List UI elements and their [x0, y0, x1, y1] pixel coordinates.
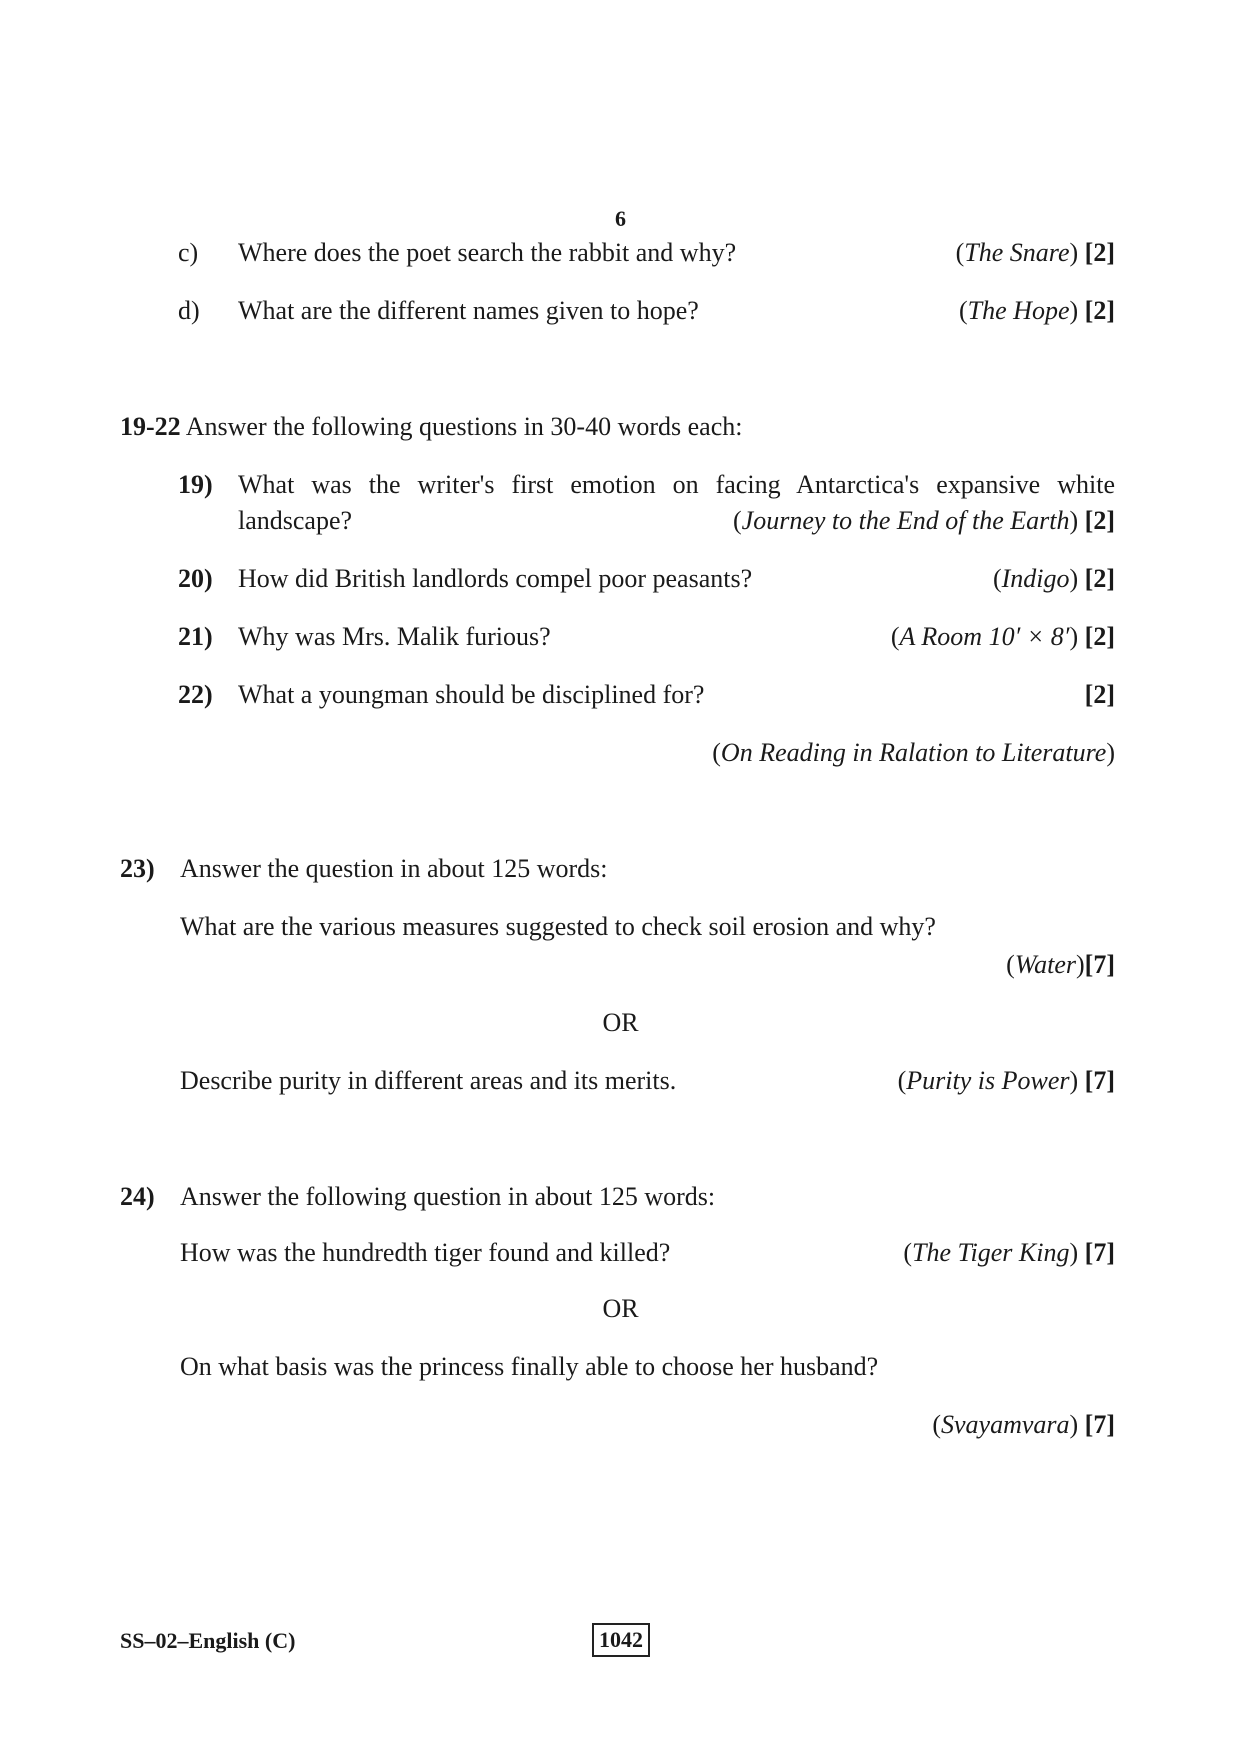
question-number-21: 21): [178, 622, 213, 651]
source-ref-24a: (The Tiger King) [7]: [903, 1238, 1115, 1267]
question-21: Why was Mrs. Malik furious?: [238, 622, 551, 651]
question-24-instruction: Answer the following question in about 125 words:: [180, 1182, 716, 1211]
question-number-19: 19): [178, 470, 213, 499]
source-title: The Tiger King: [912, 1238, 1070, 1267]
question-d: What are the different names given to hope?: [238, 296, 699, 325]
marks: [2]: [1084, 238, 1115, 267]
section-heading-19-22: [120, 414, 743, 440]
section-instruction: Answer the following questions in 30-40 words each:: [185, 412, 743, 441]
question-19-line2: landscape?: [238, 506, 353, 535]
source-title: Journey to the End of the Earth: [741, 506, 1070, 535]
question-19-line1: What was the writer's first emotion on facing Antarctica's expansive white: [238, 470, 1115, 499]
page-number: 6: [615, 206, 626, 231]
marks: [7]: [1084, 950, 1115, 979]
source-ref-24b: (Svayamvara) [7]: [932, 1410, 1115, 1439]
paper-code: SS–02–English (C): [120, 1628, 296, 1653]
page-code-box: 1042: [592, 1623, 650, 1657]
source-title: Svayamvara: [940, 1410, 1070, 1439]
source-title: The Snare: [964, 238, 1070, 267]
question-23-instruction: Answer the question in about 125 words:: [180, 854, 608, 883]
marks: [7]: [1084, 1410, 1115, 1439]
source-ref-21: (A Room 10′ × 8′) [2]: [890, 622, 1115, 651]
marks: [2]: [1084, 296, 1115, 325]
marks-22: [2]: [1084, 680, 1115, 709]
marks: [7]: [1084, 1066, 1115, 1095]
question-number-22: 22): [178, 680, 213, 709]
item-label-c: c): [178, 238, 199, 267]
source-title: A Room 10′ × 8′: [899, 622, 1070, 651]
source-ref-20: (Indigo) [2]: [992, 564, 1115, 593]
question-number-23: 23): [120, 854, 155, 883]
question-24-option2: On what basis was the princess finally able to choose her husband?: [180, 1352, 879, 1381]
source-title: On Reading in Ralation to Literature: [720, 738, 1107, 767]
marks: [2]: [1084, 622, 1115, 651]
question-number-24: 24): [120, 1182, 155, 1211]
marks: [2]: [1084, 564, 1115, 593]
or-divider-24: OR: [602, 1294, 639, 1323]
question-c: Where does the poet search the rabbit and why?: [238, 238, 737, 267]
source-ref-23a: (Water)[7]: [1006, 950, 1115, 979]
source-title: Indigo: [1001, 564, 1070, 593]
source-ref-22: (On Reading in Ralation to Literature): [712, 738, 1115, 767]
source-title: The Hope: [967, 296, 1070, 325]
source-ref-23b: (Purity is Power) [7]: [897, 1066, 1115, 1095]
source-ref-c: (The Snare) [2]: [955, 238, 1115, 267]
question-20: How did British landlords compel poor peasants?: [238, 564, 753, 593]
source-title: Purity is Power: [906, 1066, 1070, 1095]
source-ref-19: (Journey to the End of the Earth) [2]: [733, 506, 1115, 535]
question-number-20: 20): [178, 564, 213, 593]
marks: [2]: [1084, 506, 1115, 535]
source-ref-d: (The Hope) [2]: [959, 296, 1115, 325]
marks: [7]: [1084, 1238, 1115, 1267]
or-divider-23: OR: [602, 1008, 639, 1037]
question-23-option1: What are the various measures suggested to check soil erosion and why?: [180, 912, 936, 941]
question-24-option1: How was the hundredth tiger found and killed?: [180, 1238, 671, 1267]
source-title: Water: [1014, 950, 1076, 979]
question-22: What a youngman should be disciplined for?: [238, 680, 705, 709]
section-label: 19-22: [120, 412, 181, 441]
question-23-option2: Describe purity in different areas and its merits.: [180, 1066, 677, 1095]
item-label-d: d): [178, 296, 200, 325]
